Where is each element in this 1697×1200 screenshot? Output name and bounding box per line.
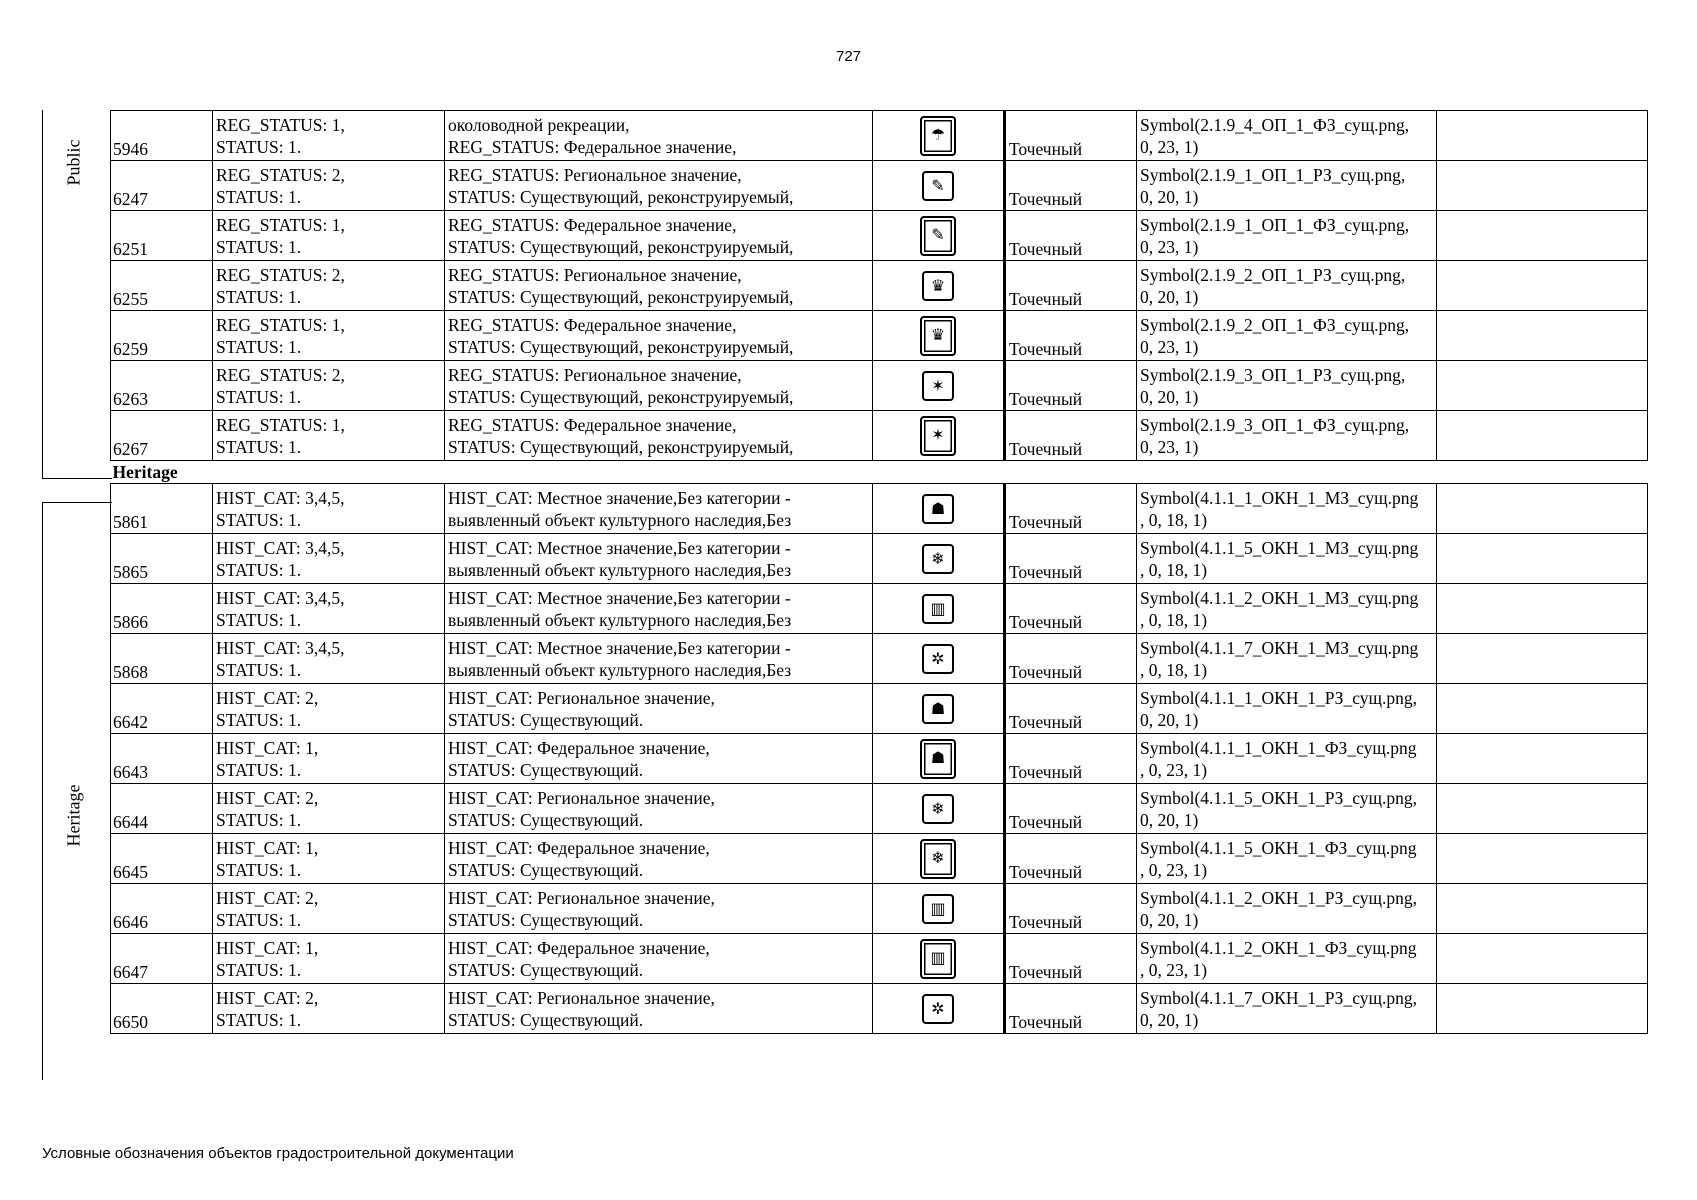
symbol-cell: [873, 261, 1005, 311]
attribute-line: REG_STATUS: 1,: [216, 415, 345, 435]
symbol-formula: [1137, 984, 1437, 1034]
description-line: STATUS: Существующий.: [448, 960, 644, 980]
formula-line: , 0, 23, 1): [1140, 960, 1208, 980]
description-line: STATUS: Существующий, реконструируемый,: [448, 337, 794, 357]
geometry-type: Точечный: [1005, 534, 1137, 584]
attribute-line: STATUS: 1.: [216, 510, 302, 530]
table-row: [111, 984, 1648, 1034]
description: [445, 484, 873, 534]
walking-person-icon: ✶: [922, 371, 954, 401]
description-line: HIST_CAT: Региональное значение,: [448, 688, 715, 708]
geometry-type: Точечный: [1005, 361, 1137, 411]
attribute-line: HIST_CAT: 2,: [216, 988, 319, 1008]
symbol-formula: [1137, 161, 1437, 211]
formula-line: , 0, 18, 1): [1140, 510, 1208, 530]
columns-building-icon: ▥: [922, 894, 954, 924]
formula-line: Symbol(2.1.9_4_ОП_1_ФЗ_сущ.png,: [1140, 115, 1410, 135]
attribute-line: STATUS: 1.: [216, 810, 302, 830]
symbol-formula: [1137, 584, 1437, 634]
formula-line: Symbol(4.1.1_1_ОКН_1_ФЗ_сущ.png: [1140, 738, 1417, 758]
formula-line: 0, 23, 1): [1140, 137, 1199, 157]
description: [445, 311, 873, 361]
empty-cell: [1437, 534, 1648, 584]
table-row: [111, 161, 1648, 211]
geometry-type: Точечный: [1005, 634, 1137, 684]
attribute-line: STATUS: 1.: [216, 387, 302, 407]
description-line: выявленный объект культурного наследия,Без: [448, 610, 792, 630]
geometry-type: Точечный: [1005, 684, 1137, 734]
symbol-cell: [873, 161, 1005, 211]
ornament-icon: ❄: [922, 794, 954, 824]
empty-cell: [1437, 934, 1648, 984]
symbol-formula: [1137, 361, 1437, 411]
empty-cell: [1437, 161, 1648, 211]
empty-cell: [1437, 634, 1648, 684]
object-id: 6267: [111, 411, 213, 461]
empty-cell: [1437, 361, 1648, 411]
formula-line: Symbol(4.1.1_2_ОКН_1_РЗ_сущ.png,: [1140, 888, 1417, 908]
description-line: REG_STATUS: Федеральное значение,: [448, 137, 737, 157]
description-line: HIST_CAT: Местное значение,Без категории -: [448, 488, 791, 508]
geometry-type: Точечный: [1005, 934, 1137, 984]
table-row: [111, 934, 1648, 984]
attribute-filter: [213, 111, 445, 161]
formula-line: , 0, 23, 1): [1140, 860, 1208, 880]
description-line: STATUS: Существующий, реконструируемый,: [448, 287, 794, 307]
attribute-line: HIST_CAT: 3,4,5,: [216, 588, 345, 608]
symbol-formula: [1137, 211, 1437, 261]
attribute-line: HIST_CAT: 2,: [216, 888, 319, 908]
attribute-line: HIST_CAT: 3,4,5,: [216, 488, 345, 508]
formula-line: Symbol(4.1.1_1_ОКН_1_РЗ_сущ.png,: [1140, 688, 1417, 708]
attribute-line: REG_STATUS: 2,: [216, 365, 345, 385]
description: [445, 411, 873, 461]
monument-icon: ☗: [920, 739, 956, 779]
symbol-cell: [873, 984, 1005, 1034]
formula-line: 0, 20, 1): [1140, 387, 1199, 407]
heritage-group-header: [111, 461, 1648, 484]
table-row: [111, 111, 1648, 161]
attribute-line: STATUS: 1.: [216, 287, 302, 307]
symbol-cell: [873, 684, 1005, 734]
object-id: 6263: [111, 361, 213, 411]
torch-icon: ✎: [920, 216, 956, 256]
empty-cell: [1437, 884, 1648, 934]
formula-line: Symbol(4.1.1_2_ОКН_1_ФЗ_сущ.png: [1140, 938, 1417, 958]
table-row: [111, 261, 1648, 311]
object-id: 6259: [111, 311, 213, 361]
formula-line: , 0, 18, 1): [1140, 610, 1208, 630]
empty-cell: [1437, 411, 1648, 461]
symbol-formula: [1137, 784, 1437, 834]
empty-cell: [1437, 984, 1648, 1034]
attribute-filter: [213, 634, 445, 684]
umbrella-icon: ☂: [920, 116, 956, 156]
object-id: 5946: [111, 111, 213, 161]
symbol-cell: [873, 584, 1005, 634]
monument-icon: ☗: [922, 494, 954, 524]
geometry-type: Точечный: [1005, 834, 1137, 884]
object-id: 6642: [111, 684, 213, 734]
attribute-line: HIST_CAT: 2,: [216, 788, 319, 808]
description-line: HIST_CAT: Местное значение,Без категории -: [448, 588, 791, 608]
symbol-formula: [1137, 411, 1437, 461]
attribute-line: REG_STATUS: 2,: [216, 165, 345, 185]
attribute-filter: [213, 934, 445, 984]
symbol-cell: [873, 834, 1005, 884]
geometry-type: Точечный: [1005, 484, 1137, 534]
description-line: REG_STATUS: Региональное значение,: [448, 165, 742, 185]
geometry-type: Точечный: [1005, 784, 1137, 834]
empty-cell: [1437, 261, 1648, 311]
object-id: 6646: [111, 884, 213, 934]
symbol-formula: [1137, 111, 1437, 161]
description-line: STATUS: Существующий.: [448, 1010, 644, 1030]
crown-icon: ♛: [920, 316, 956, 356]
description: [445, 261, 873, 311]
table-row: [111, 534, 1648, 584]
attribute-line: STATUS: 1.: [216, 437, 302, 457]
attribute-line: STATUS: 1.: [216, 560, 302, 580]
columns-building-icon: ▥: [920, 939, 956, 979]
geometry-type: Точечный: [1005, 161, 1137, 211]
formula-line: 0, 20, 1): [1140, 910, 1199, 930]
description-line: STATUS: Существующий.: [448, 910, 644, 930]
formula-line: 0, 20, 1): [1140, 810, 1199, 830]
attribute-line: HIST_CAT: 1,: [216, 838, 319, 858]
heritage-group-title: Heritage: [111, 461, 1648, 484]
formula-line: 0, 23, 1): [1140, 437, 1199, 457]
attribute-filter: [213, 261, 445, 311]
object-id: 5865: [111, 534, 213, 584]
description-line: STATUS: Существующий, реконструируемый,: [448, 437, 794, 457]
description-line: выявленный объект культурного наследия,Без: [448, 560, 792, 580]
attribute-filter: [213, 311, 445, 361]
description-line: REG_STATUS: Региональное значение,: [448, 265, 742, 285]
empty-cell: [1437, 311, 1648, 361]
symbol-cell: [873, 361, 1005, 411]
description-line: HIST_CAT: Федеральное значение,: [448, 838, 710, 858]
heritage-section-label: Heritage: [63, 784, 84, 847]
attribute-line: STATUS: 1.: [216, 910, 302, 930]
table-row: [111, 784, 1648, 834]
geometry-type: Точечный: [1005, 734, 1137, 784]
table-row: [111, 484, 1648, 534]
attribute-line: HIST_CAT: 2,: [216, 688, 319, 708]
symbol-cell: [873, 411, 1005, 461]
formula-line: Symbol(4.1.1_7_ОКН_1_МЗ_сущ.png: [1140, 638, 1419, 658]
description-line: REG_STATUS: Федеральное значение,: [448, 315, 737, 335]
attribute-line: STATUS: 1.: [216, 187, 302, 207]
object-id: 5861: [111, 484, 213, 534]
attribute-filter: [213, 361, 445, 411]
description-line: выявленный объект культурного наследия,Без: [448, 510, 792, 530]
attribute-filter: [213, 784, 445, 834]
empty-cell: [1437, 584, 1648, 634]
attribute-line: STATUS: 1.: [216, 337, 302, 357]
description-line: HIST_CAT: Региональное значение,: [448, 988, 715, 1008]
description-line: HIST_CAT: Местное значение,Без категории -: [448, 538, 791, 558]
table-row: [111, 311, 1648, 361]
description-line: HIST_CAT: Федеральное значение,: [448, 738, 710, 758]
attribute-filter: [213, 834, 445, 884]
formula-line: Symbol(4.1.1_1_ОКН_1_МЗ_сущ.png: [1140, 488, 1419, 508]
object-id: 6647: [111, 934, 213, 984]
symbol-formula: [1137, 534, 1437, 584]
cog-icon: ✲: [922, 994, 954, 1024]
object-id: 6645: [111, 834, 213, 884]
table-row: [111, 211, 1648, 261]
description-line: STATUS: Существующий.: [448, 860, 644, 880]
formula-line: 0, 20, 1): [1140, 1010, 1199, 1030]
formula-line: Symbol(2.1.9_3_ОП_1_РЗ_сущ.png,: [1140, 365, 1406, 385]
description: [445, 984, 873, 1034]
group-row: [111, 461, 1648, 484]
page-number: 727: [835, 48, 862, 65]
description: [445, 784, 873, 834]
object-id: 6247: [111, 161, 213, 211]
formula-line: Symbol(4.1.1_5_ОКН_1_МЗ_сущ.png: [1140, 538, 1419, 558]
symbol-cell: [873, 534, 1005, 584]
attribute-filter: [213, 584, 445, 634]
public-section-bar: [42, 110, 43, 478]
formula-line: , 0, 18, 1): [1140, 560, 1208, 580]
object-id: 6650: [111, 984, 213, 1034]
formula-line: Symbol(2.1.9_2_ОП_1_ФЗ_сущ.png,: [1140, 315, 1410, 335]
description: [445, 734, 873, 784]
attribute-filter: [213, 534, 445, 584]
empty-cell: [1437, 784, 1648, 834]
attribute-filter: [213, 734, 445, 784]
symbols-table: [110, 110, 1648, 1034]
empty-cell: [1437, 111, 1648, 161]
empty-cell: [1437, 211, 1648, 261]
attribute-line: HIST_CAT: 1,: [216, 738, 319, 758]
formula-line: Symbol(2.1.9_1_ОП_1_РЗ_сущ.png,: [1140, 165, 1406, 185]
description-line: HIST_CAT: Региональное значение,: [448, 788, 715, 808]
symbol-formula: [1137, 934, 1437, 984]
formula-line: 0, 23, 1): [1140, 337, 1199, 357]
description: [445, 584, 873, 634]
geometry-type: Точечный: [1005, 211, 1137, 261]
geometry-type: Точечный: [1005, 584, 1137, 634]
formula-line: Symbol(4.1.1_5_ОКН_1_ФЗ_сущ.png: [1140, 838, 1417, 858]
attribute-filter: [213, 984, 445, 1034]
formula-line: Symbol(2.1.9_2_ОП_1_РЗ_сущ.png,: [1140, 265, 1406, 285]
description: [445, 684, 873, 734]
symbol-cell: [873, 884, 1005, 934]
formula-line: Symbol(4.1.1_7_ОКН_1_РЗ_сущ.png,: [1140, 988, 1417, 1008]
table-row: [111, 834, 1648, 884]
description: [445, 361, 873, 411]
geometry-type: Точечный: [1005, 111, 1137, 161]
symbol-formula: [1137, 684, 1437, 734]
description: [445, 834, 873, 884]
symbol-formula: [1137, 311, 1437, 361]
formula-line: 0, 20, 1): [1140, 187, 1199, 207]
description-line: STATUS: Существующий, реконструируемый,: [448, 187, 794, 207]
description-line: STATUS: Существующий, реконструируемый,: [448, 387, 794, 407]
heritage-section-bar: [42, 502, 43, 1080]
attribute-line: REG_STATUS: 1,: [216, 315, 345, 335]
public-section-label: Public: [63, 139, 84, 186]
object-id: 5868: [111, 634, 213, 684]
symbol-formula: [1137, 634, 1437, 684]
attribute-line: STATUS: 1.: [216, 960, 302, 980]
attribute-filter: [213, 884, 445, 934]
description-line: HIST_CAT: Местное значение,Без категории -: [448, 638, 791, 658]
attribute-line: HIST_CAT: 1,: [216, 938, 319, 958]
formula-line: Symbol(4.1.1_2_ОКН_1_МЗ_сущ.png: [1140, 588, 1419, 608]
empty-cell: [1437, 684, 1648, 734]
heritage-section-top-rule: [42, 502, 112, 503]
cog-icon: ✲: [922, 644, 954, 674]
crown-icon: ♛: [922, 271, 954, 301]
symbol-formula: [1137, 884, 1437, 934]
symbol-cell: [873, 634, 1005, 684]
attribute-line: STATUS: 1.: [216, 610, 302, 630]
ornament-icon: ❄: [920, 839, 956, 879]
formula-line: , 0, 18, 1): [1140, 660, 1208, 680]
attribute-filter: [213, 161, 445, 211]
description-line: REG_STATUS: Федеральное значение,: [448, 215, 737, 235]
attribute-filter: [213, 411, 445, 461]
description-line: околоводной рекреации,: [448, 115, 630, 135]
description-line: STATUS: Существующий.: [448, 760, 644, 780]
symbol-cell: [873, 734, 1005, 784]
attribute-filter: [213, 211, 445, 261]
description: [445, 111, 873, 161]
symbol-cell: [873, 311, 1005, 361]
symbol-cell: [873, 784, 1005, 834]
columns-building-icon: ▥: [922, 594, 954, 624]
attribute-line: HIST_CAT: 3,4,5,: [216, 638, 345, 658]
geometry-type: Точечный: [1005, 984, 1137, 1034]
torch-icon: ✎: [922, 171, 954, 201]
heritage-rows: [111, 484, 1648, 1034]
formula-line: 0, 23, 1): [1140, 237, 1199, 257]
object-id: 6643: [111, 734, 213, 784]
symbol-formula: [1137, 261, 1437, 311]
description-line: HIST_CAT: Региональное значение,: [448, 888, 715, 908]
symbol-formula: [1137, 484, 1437, 534]
formula-line: 0, 20, 1): [1140, 287, 1199, 307]
attribute-line: STATUS: 1.: [216, 237, 302, 257]
description-line: REG_STATUS: Региональное значение,: [448, 365, 742, 385]
object-id: 6251: [111, 211, 213, 261]
monument-icon: ☗: [922, 694, 954, 724]
public-section-bottom-rule: [42, 478, 112, 479]
description: [445, 161, 873, 211]
attribute-line: STATUS: 1.: [216, 660, 302, 680]
formula-line: , 0, 23, 1): [1140, 760, 1208, 780]
attribute-line: REG_STATUS: 1,: [216, 115, 345, 135]
geometry-type: Точечный: [1005, 884, 1137, 934]
footer-caption: Условные обозначения объектов градостроительной документации: [42, 1145, 514, 1162]
table-row: [111, 884, 1648, 934]
description: [445, 211, 873, 261]
formula-line: 0, 20, 1): [1140, 710, 1199, 730]
symbol-cell: [873, 111, 1005, 161]
table-row: [111, 361, 1648, 411]
description: [445, 534, 873, 584]
table-row: [111, 584, 1648, 634]
description: [445, 884, 873, 934]
description: [445, 634, 873, 684]
table-row: [111, 734, 1648, 784]
walking-person-icon: ✶: [920, 416, 956, 456]
table-row: [111, 634, 1648, 684]
table-row: [111, 684, 1648, 734]
attribute-line: REG_STATUS: 2,: [216, 265, 345, 285]
ornament-icon: ❄: [922, 544, 954, 574]
description-line: STATUS: Существующий.: [448, 710, 644, 730]
description-line: REG_STATUS: Федеральное значение,: [448, 415, 737, 435]
empty-cell: [1437, 484, 1648, 534]
attribute-line: HIST_CAT: 3,4,5,: [216, 538, 345, 558]
empty-cell: [1437, 834, 1648, 884]
attribute-line: STATUS: 1.: [216, 710, 302, 730]
description-line: STATUS: Существующий, реконструируемый,: [448, 237, 794, 257]
public-rows: [111, 111, 1648, 461]
symbol-cell: [873, 484, 1005, 534]
attribute-line: STATUS: 1.: [216, 137, 302, 157]
description-line: STATUS: Существующий.: [448, 810, 644, 830]
attribute-line: REG_STATUS: 1,: [216, 215, 345, 235]
description-line: выявленный объект культурного наследия,Без: [448, 660, 792, 680]
formula-line: Symbol(4.1.1_5_ОКН_1_РЗ_сущ.png,: [1140, 788, 1417, 808]
symbol-cell: [873, 934, 1005, 984]
attribute-filter: [213, 484, 445, 534]
formula-line: Symbol(2.1.9_3_ОП_1_ФЗ_сущ.png,: [1140, 415, 1410, 435]
table-row: [111, 411, 1648, 461]
description-line: HIST_CAT: Федеральное значение,: [448, 938, 710, 958]
object-id: 6255: [111, 261, 213, 311]
geometry-type: Точечный: [1005, 411, 1137, 461]
attribute-line: STATUS: 1.: [216, 1010, 302, 1030]
attribute-line: STATUS: 1.: [216, 860, 302, 880]
attribute-filter: [213, 684, 445, 734]
geometry-type: Точечный: [1005, 261, 1137, 311]
description: [445, 934, 873, 984]
symbol-formula: [1137, 734, 1437, 784]
symbol-formula: [1137, 834, 1437, 884]
object-id: 5866: [111, 584, 213, 634]
formula-line: Symbol(2.1.9_1_ОП_1_ФЗ_сущ.png,: [1140, 215, 1410, 235]
geometry-type: Точечный: [1005, 311, 1137, 361]
attribute-line: STATUS: 1.: [216, 760, 302, 780]
symbol-cell: [873, 211, 1005, 261]
empty-cell: [1437, 734, 1648, 784]
object-id: 6644: [111, 784, 213, 834]
